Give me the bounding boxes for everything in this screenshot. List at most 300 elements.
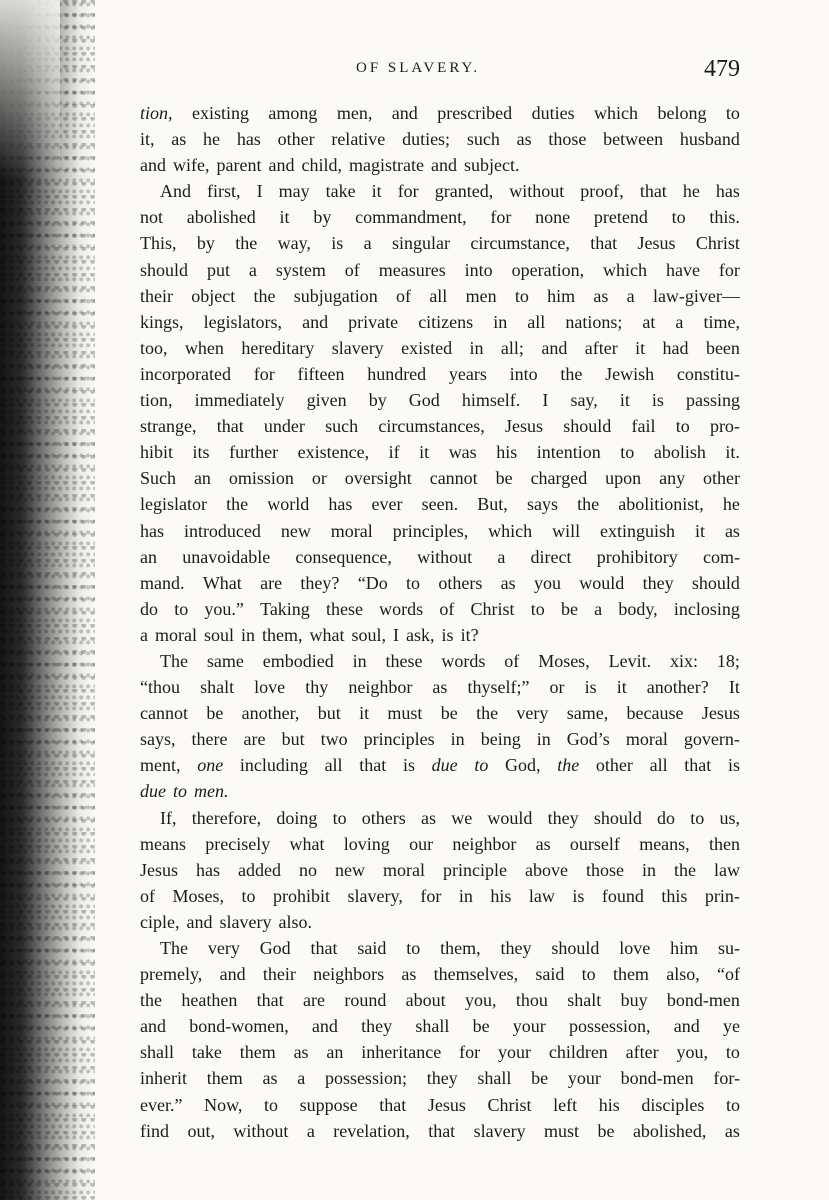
word: he [682, 181, 700, 202]
word: an [140, 546, 157, 567]
word: him [547, 285, 576, 306]
text-line [140, 204, 740, 230]
word: added [238, 859, 281, 880]
word: relative [331, 129, 386, 150]
text-line [140, 387, 740, 413]
word: a [140, 624, 148, 645]
word: I [542, 390, 549, 411]
word: to [241, 885, 256, 906]
word: must [387, 703, 423, 724]
word: pro- [709, 416, 740, 437]
word: and [219, 964, 246, 985]
word: I [393, 624, 400, 645]
word: as [432, 677, 448, 698]
word: shalt [200, 677, 235, 698]
word: slavery, [347, 885, 403, 906]
word: existing [191, 103, 249, 123]
word: that [639, 181, 667, 202]
text-line [140, 805, 740, 831]
word: shall [477, 1068, 512, 1089]
word: two [320, 729, 348, 750]
word: his [496, 442, 518, 463]
word: very [516, 703, 549, 724]
text-line [140, 778, 740, 804]
word: in [241, 624, 256, 645]
word: you.” [204, 598, 244, 619]
word: su- [717, 938, 740, 958]
word: other [703, 468, 740, 489]
word: is [651, 390, 664, 411]
word: What [202, 572, 242, 593]
word: and [430, 155, 457, 176]
word: premely, [140, 964, 203, 985]
word: to [406, 938, 421, 958]
word: which [594, 103, 639, 123]
word: abolished [186, 207, 256, 228]
word: be [472, 1016, 490, 1037]
word: us, [719, 807, 740, 828]
word: Jesus [701, 703, 740, 724]
text-line [140, 361, 740, 387]
word: the [140, 990, 162, 1011]
word: all [324, 755, 343, 776]
word: subjugation [293, 285, 378, 306]
word: this. [709, 207, 740, 228]
word: they [426, 1068, 458, 1089]
word: years [448, 363, 487, 384]
word: love [254, 677, 286, 698]
word: husband [679, 129, 740, 150]
word: a [363, 233, 372, 254]
word: for [718, 259, 740, 280]
text-line [140, 909, 740, 935]
word: they [361, 1016, 393, 1037]
word: they? [300, 572, 340, 593]
word: God, [505, 755, 541, 776]
word: after [625, 1042, 659, 1063]
text-line [140, 674, 740, 700]
text-line [140, 309, 740, 335]
word: that [590, 233, 618, 254]
text-line [140, 1065, 740, 1091]
word: it [279, 207, 290, 228]
word: take [191, 1042, 222, 1063]
word: says, [140, 729, 176, 750]
word: he [203, 129, 221, 150]
word: same [206, 650, 244, 671]
word: found [601, 885, 644, 906]
word: bond-women, [189, 1016, 289, 1037]
word: bond-men [666, 990, 740, 1011]
word: too, [140, 337, 168, 358]
word: without [233, 1120, 289, 1141]
text-line [140, 935, 740, 961]
word: But, [477, 494, 508, 515]
word: his [490, 885, 512, 906]
word: God [259, 938, 291, 958]
word: singular [392, 233, 451, 254]
word: to [671, 207, 686, 228]
text-line [140, 230, 740, 256]
word: as [593, 285, 609, 306]
word: we [451, 807, 473, 828]
word: said [535, 964, 565, 985]
word: as [401, 964, 417, 985]
word: govern- [683, 729, 740, 750]
text-line [140, 1013, 740, 1039]
word: they [500, 938, 532, 958]
word: duties; [402, 129, 451, 150]
word: men [465, 285, 497, 306]
word: Jesus [140, 859, 179, 880]
word: principles [363, 729, 435, 750]
word: due [431, 755, 458, 776]
word: And [160, 181, 191, 202]
word: another, [241, 703, 300, 724]
word: The [160, 650, 188, 671]
word: moral [155, 624, 197, 645]
word: should [691, 572, 740, 593]
word: magistrate [348, 155, 424, 176]
word: first, [207, 181, 241, 202]
word: and [140, 155, 166, 176]
text-line [140, 544, 740, 570]
word: given [306, 390, 347, 411]
word: The [160, 938, 188, 958]
word: the [226, 494, 249, 515]
word: to [264, 1094, 279, 1115]
word: world [267, 494, 310, 515]
word: passing [685, 390, 740, 411]
word: a [297, 1068, 306, 1089]
word: incorporated [140, 363, 231, 384]
word: an [193, 468, 211, 489]
word: upon [605, 468, 642, 489]
word: due [140, 781, 166, 802]
word: a [248, 259, 257, 280]
body-text [140, 100, 740, 1144]
text-line [140, 465, 740, 491]
word: thou [515, 990, 548, 1011]
word: God [408, 390, 440, 411]
text-line [140, 491, 740, 517]
word: extinguish [600, 520, 676, 541]
word: said [357, 938, 387, 958]
word: abolish [653, 442, 706, 463]
word: or [549, 677, 565, 698]
word: that [216, 416, 244, 437]
word: say, [570, 390, 598, 411]
word: as [293, 1042, 309, 1063]
word: him [670, 938, 699, 958]
word: be [495, 468, 513, 489]
word: circumstance, [470, 233, 570, 254]
word: and [311, 1016, 338, 1037]
text-line [140, 752, 740, 778]
word: principles, [392, 520, 469, 541]
word: as [516, 129, 532, 150]
word: these [385, 650, 423, 671]
word: ask, [406, 624, 435, 645]
word: that [256, 990, 284, 1011]
word: all [429, 285, 448, 306]
word: further [229, 442, 279, 463]
word: seen. [421, 494, 459, 515]
word: them [206, 1068, 243, 1089]
word: of [396, 285, 412, 306]
word: same, [566, 703, 609, 724]
word: slavery [219, 911, 272, 932]
word: them, [262, 624, 303, 645]
word: has [236, 129, 261, 150]
word: such [466, 129, 500, 150]
word: men, [336, 103, 373, 123]
word: men. [194, 781, 229, 802]
word: been [705, 337, 740, 358]
word: into [464, 259, 493, 280]
word: says [526, 494, 558, 515]
word: shalt [567, 990, 602, 1011]
word: its [192, 442, 210, 463]
word: children [548, 1042, 608, 1063]
word: tion, [140, 390, 173, 411]
word: thyself;” [467, 677, 530, 698]
word: to [725, 1042, 740, 1063]
word: as [724, 520, 740, 541]
word: after [584, 337, 618, 358]
word: any [659, 468, 686, 489]
word: shall [415, 1016, 450, 1037]
word: that [310, 938, 338, 958]
word: buy [620, 990, 648, 1011]
word: also, [666, 964, 700, 985]
word: Such [140, 468, 176, 489]
word: Christ [695, 233, 740, 254]
text-line [140, 700, 740, 726]
word: that [379, 1094, 407, 1115]
word: had [662, 337, 689, 358]
word: the [560, 363, 583, 384]
word: a [497, 546, 506, 567]
word: hereditary [241, 337, 315, 358]
word: strange, [140, 416, 197, 437]
word: has [140, 520, 164, 541]
word: the [577, 494, 600, 515]
word: subject. [463, 155, 520, 176]
word: he [722, 494, 740, 515]
word: slavery [473, 1120, 526, 1141]
word: are [243, 729, 266, 750]
word: xix: [669, 650, 698, 671]
word: heathen [181, 990, 238, 1011]
word: under [263, 416, 305, 437]
word: to [174, 598, 189, 619]
word: do [657, 807, 676, 828]
word: it [371, 181, 382, 202]
word: you, [676, 1042, 708, 1063]
word: granted, [434, 181, 494, 202]
word: citizens [418, 311, 474, 332]
word: means [140, 833, 186, 854]
text-line [140, 648, 740, 674]
word: not [140, 207, 164, 228]
word: This, [140, 233, 177, 254]
word: possession, [569, 1016, 651, 1037]
word: there [191, 729, 228, 750]
word: possession; [324, 1068, 407, 1089]
word: duties [531, 103, 575, 123]
word: put [206, 259, 230, 280]
word: inheritance [361, 1042, 442, 1063]
text-line [140, 283, 740, 309]
word: legislators, [203, 311, 283, 332]
word: body, [618, 598, 658, 619]
word: or [311, 468, 327, 489]
word: to [581, 964, 596, 985]
word: do [140, 598, 158, 619]
word: what [309, 624, 345, 645]
word: soul, [351, 624, 387, 645]
word: as [171, 129, 187, 150]
word: including [239, 755, 308, 776]
word: would [487, 807, 533, 828]
word: disciples [641, 1094, 705, 1115]
word: to [173, 781, 188, 802]
word: If, [160, 807, 177, 828]
word: for [490, 207, 512, 228]
word: in [458, 885, 473, 906]
word: it [635, 337, 646, 358]
text-line [140, 257, 740, 283]
word: principle [443, 859, 507, 880]
word: your [512, 1016, 546, 1037]
text-line [140, 726, 740, 752]
word: doing [276, 807, 318, 828]
word: as [500, 572, 516, 593]
word: the [557, 755, 580, 776]
page-header [140, 56, 740, 88]
word: must [544, 1120, 580, 1141]
word: revelation, [333, 1120, 410, 1141]
text-line [140, 831, 740, 857]
word: precisely [205, 833, 271, 854]
word: what [289, 833, 325, 854]
word: for [253, 363, 275, 384]
word: very [207, 938, 240, 958]
word: prohibitory [596, 546, 678, 567]
word: shall [140, 1042, 174, 1063]
word: commandment, [355, 207, 467, 228]
word: that [428, 1120, 456, 1141]
word: ever.” [140, 1094, 183, 1115]
word: existence, [297, 442, 370, 463]
word: soul [204, 624, 235, 645]
word: abolished, [632, 1120, 707, 1141]
word: neighbor [452, 833, 517, 854]
word: if [388, 442, 400, 463]
word: to [725, 103, 740, 123]
text-line [140, 961, 740, 987]
word: be [560, 598, 578, 619]
word: existed [401, 337, 453, 358]
word: are [260, 572, 283, 593]
page-binding-shadow [0, 0, 95, 1200]
word: to [332, 807, 347, 828]
word: charged [530, 468, 588, 489]
word: into [509, 363, 538, 384]
word: out, [187, 1120, 215, 1141]
word: it? [460, 624, 479, 645]
word: our [409, 833, 434, 854]
word: would [579, 572, 625, 593]
word: should [140, 259, 189, 280]
word: will [552, 520, 581, 541]
word: Christ [470, 598, 515, 619]
word: to [474, 755, 489, 776]
word: at [642, 311, 656, 332]
word: a [675, 311, 684, 332]
word: other [277, 129, 315, 150]
word: in [450, 729, 465, 750]
word: Christ [487, 1094, 532, 1115]
word: others [438, 572, 483, 593]
word: for [420, 885, 442, 906]
word: ourself [569, 833, 620, 854]
word: ye [722, 1016, 740, 1037]
word: is [584, 677, 597, 698]
word: omission [228, 468, 294, 489]
word: as [262, 1068, 278, 1089]
word: it [694, 520, 705, 541]
word: these [326, 598, 363, 619]
word: new [280, 520, 311, 541]
word: of [344, 259, 360, 280]
word: neighbors [313, 964, 385, 985]
word: by [313, 207, 332, 228]
word: Moses, [538, 650, 590, 671]
word: of [439, 598, 455, 619]
word: also. [278, 911, 312, 932]
word: that [359, 755, 387, 776]
text-line [140, 570, 740, 596]
word: moral [625, 729, 668, 750]
word: but [317, 703, 341, 724]
word: when [184, 337, 224, 358]
word: have [665, 259, 700, 280]
text-line [140, 883, 740, 909]
word: fifteen [297, 363, 345, 384]
word: to [530, 598, 545, 619]
word: “Do [357, 572, 388, 593]
word: themselves, [433, 964, 519, 985]
word: Now, [204, 1094, 243, 1115]
word: it. [725, 442, 740, 463]
word: mand. [140, 572, 185, 593]
word: among [268, 103, 318, 123]
word: them, [440, 938, 481, 958]
word: it [359, 703, 370, 724]
text-line [140, 518, 740, 544]
word: Jesus [427, 1094, 466, 1115]
word: between [603, 129, 664, 150]
word: parent [216, 155, 262, 176]
word: all; [500, 337, 524, 358]
word: you [533, 572, 561, 593]
word: new [335, 859, 365, 880]
word: Levit. [608, 650, 652, 671]
word: direct [530, 546, 572, 567]
word: cannot [429, 468, 478, 489]
